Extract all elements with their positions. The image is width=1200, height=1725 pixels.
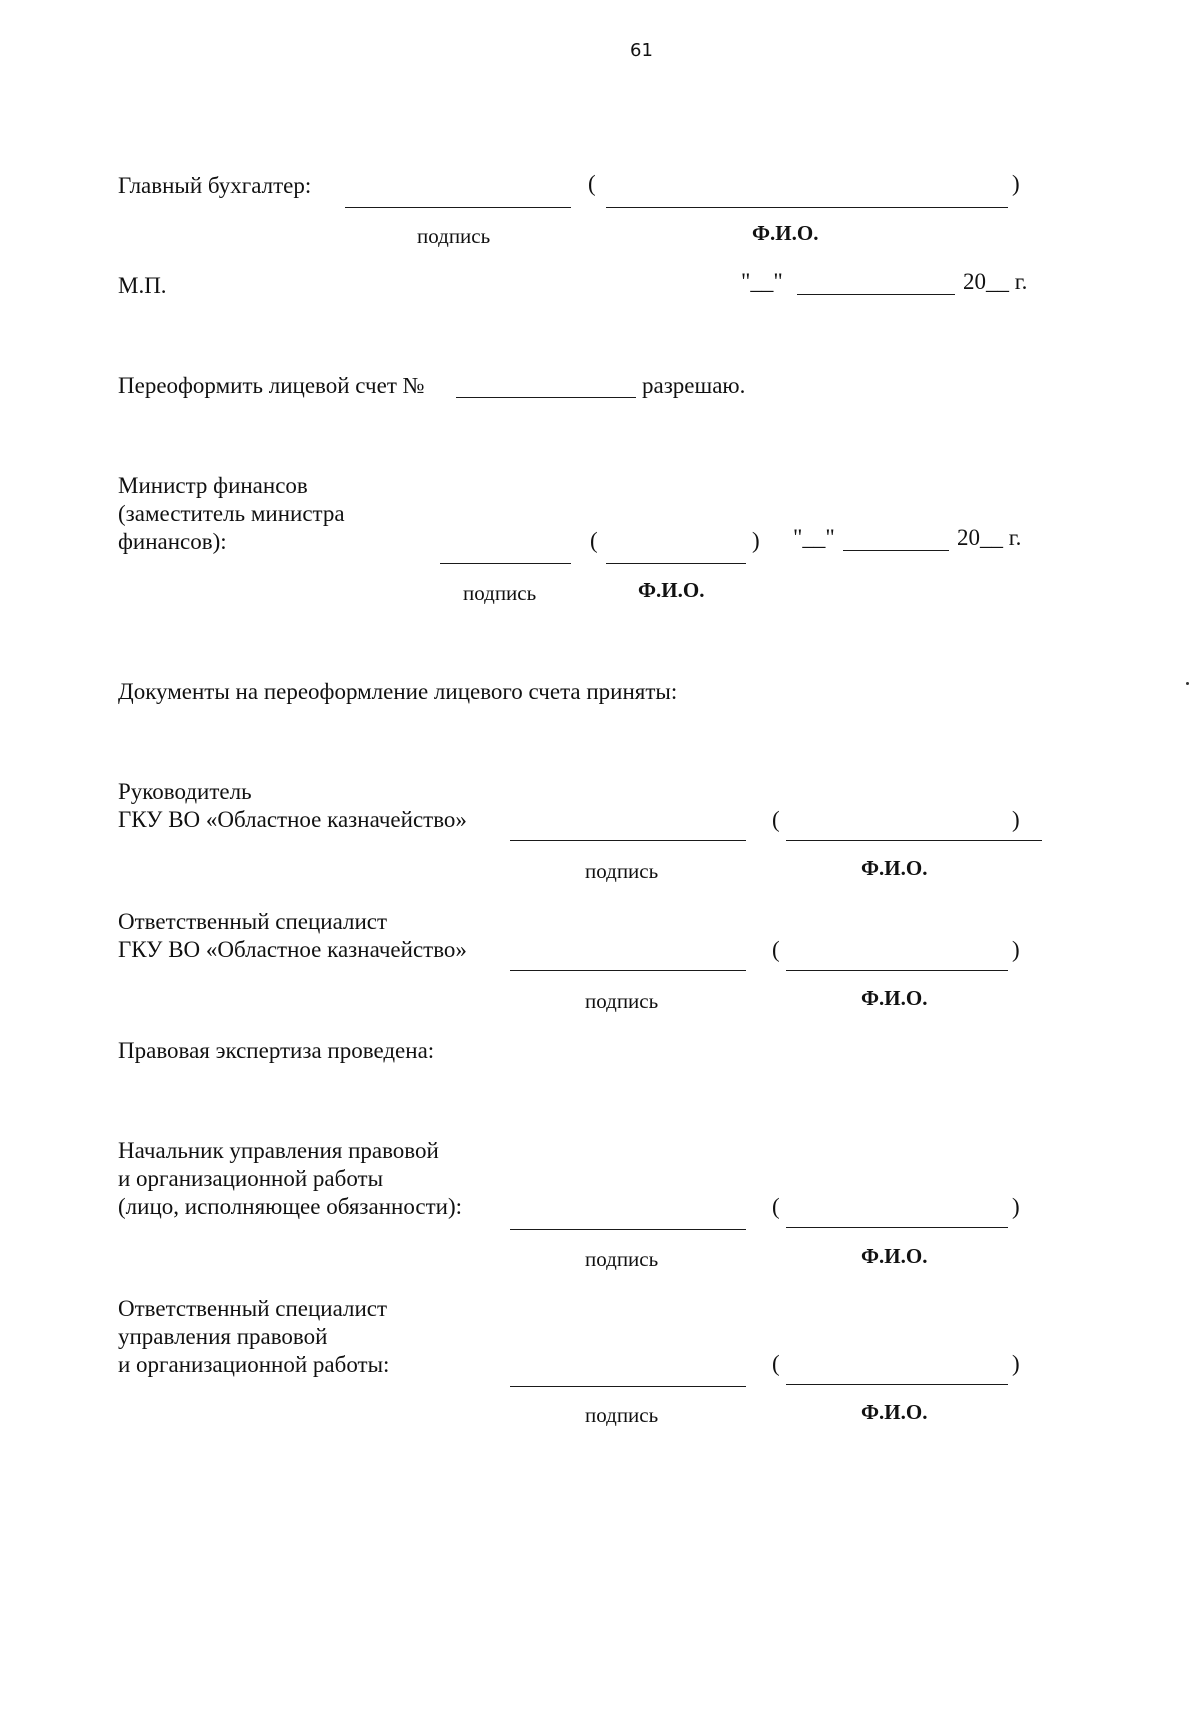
minister-date-year: 20__ г.: [957, 525, 1022, 550]
specialist-treasury-name-caption: Ф.И.О.: [861, 986, 928, 1010]
minister-name-caption: Ф.И.О.: [638, 578, 705, 602]
reissue-prefix: Переоформить лицевой счет №: [118, 373, 425, 398]
reissue-suffix: разрешаю.: [642, 373, 746, 398]
documents-accepted-heading: Документы на переоформление лицевого счета приняты:: [118, 679, 678, 704]
head-treasury-line1: Руководитель: [118, 779, 252, 804]
head-legal-open-paren: (: [772, 1194, 780, 1219]
head-legal-name-caption: Ф.И.О.: [861, 1244, 928, 1268]
specialist-legal-open-paren: (: [772, 1351, 780, 1376]
head-legal-line2: и организационной работы: [118, 1166, 384, 1191]
chief-accountant-open-paren: (: [588, 171, 596, 196]
specialist-legal-name-line: [786, 1384, 1008, 1385]
head-legal-signature-caption: подпись: [585, 1247, 659, 1271]
specialist-treasury-signature-line: [510, 970, 746, 971]
minister-line3: финансов):: [118, 529, 227, 554]
chief-accountant-close-paren: ): [1012, 171, 1020, 196]
specialist-treasury-line1: Ответственный специалист: [118, 909, 388, 934]
specialist-treasury-open-paren: (: [772, 937, 780, 962]
page-number: 61: [630, 40, 653, 61]
minister-name-line: [606, 563, 746, 564]
minister-open-paren: (: [590, 528, 598, 553]
head-treasury-signature-caption: подпись: [585, 859, 659, 883]
reissue-account-line: [456, 397, 636, 398]
head-legal-signature-line: [510, 1229, 746, 1230]
seal-label: М.П.: [118, 273, 167, 298]
specialist-treasury-close-paren: ): [1012, 937, 1020, 962]
minister-close-paren: ): [752, 528, 760, 553]
chief-accountant-signature-line: [345, 207, 571, 208]
chief-accountant-label: Главный бухгалтер:: [118, 173, 312, 198]
specialist-treasury-signature-caption: подпись: [585, 989, 659, 1013]
specialist-legal-name-caption: Ф.И.О.: [861, 1400, 928, 1424]
head-legal-name-line: [786, 1227, 1008, 1228]
chief-accountant-name-line: [606, 207, 1008, 208]
specialist-legal-line3: и организационной работы:: [118, 1352, 390, 1377]
specialist-treasury-name-line: [786, 970, 1008, 971]
minister-line1: Министр финансов: [118, 473, 308, 498]
legal-review-heading: Правовая экспертиза проведена:: [118, 1038, 435, 1063]
head-legal-close-paren: ): [1012, 1194, 1020, 1219]
specialist-legal-line1: Ответственный специалист: [118, 1296, 388, 1321]
minister-date-month-line: [843, 550, 949, 551]
head-treasury-name-line: [786, 840, 1042, 841]
head-treasury-open-paren: (: [772, 807, 780, 832]
specialist-legal-close-paren: ): [1012, 1351, 1020, 1376]
minister-signature-line: [440, 563, 571, 564]
seal-date-year: 20__ г.: [963, 269, 1028, 294]
seal-date-month-line: [797, 294, 955, 295]
head-treasury-line2: ГКУ ВО «Областное казначейство»: [118, 807, 467, 832]
specialist-legal-line2: управления правовой: [118, 1324, 328, 1349]
head-legal-line1: Начальник управления правовой: [118, 1138, 439, 1163]
seal-date-quotes: "__": [741, 269, 783, 294]
head-treasury-name-caption: Ф.И.О.: [861, 856, 928, 880]
scan-speck: [1186, 682, 1189, 685]
minister-signature-caption: подпись: [463, 581, 537, 605]
specialist-treasury-line2: ГКУ ВО «Областное казначейство»: [118, 937, 467, 962]
chief-accountant-name-caption: Ф.И.О.: [752, 221, 819, 245]
head-treasury-signature-line: [510, 840, 746, 841]
specialist-legal-signature-line: [510, 1386, 746, 1387]
head-legal-line3: (лицо, исполняющее обязанности):: [118, 1194, 463, 1219]
specialist-legal-signature-caption: подпись: [585, 1403, 659, 1427]
head-treasury-close-paren: ): [1012, 807, 1020, 832]
chief-accountant-signature-caption: подпись: [417, 224, 491, 248]
minister-date-quotes: "__": [793, 525, 835, 550]
minister-line2: (заместитель министра: [118, 501, 345, 526]
